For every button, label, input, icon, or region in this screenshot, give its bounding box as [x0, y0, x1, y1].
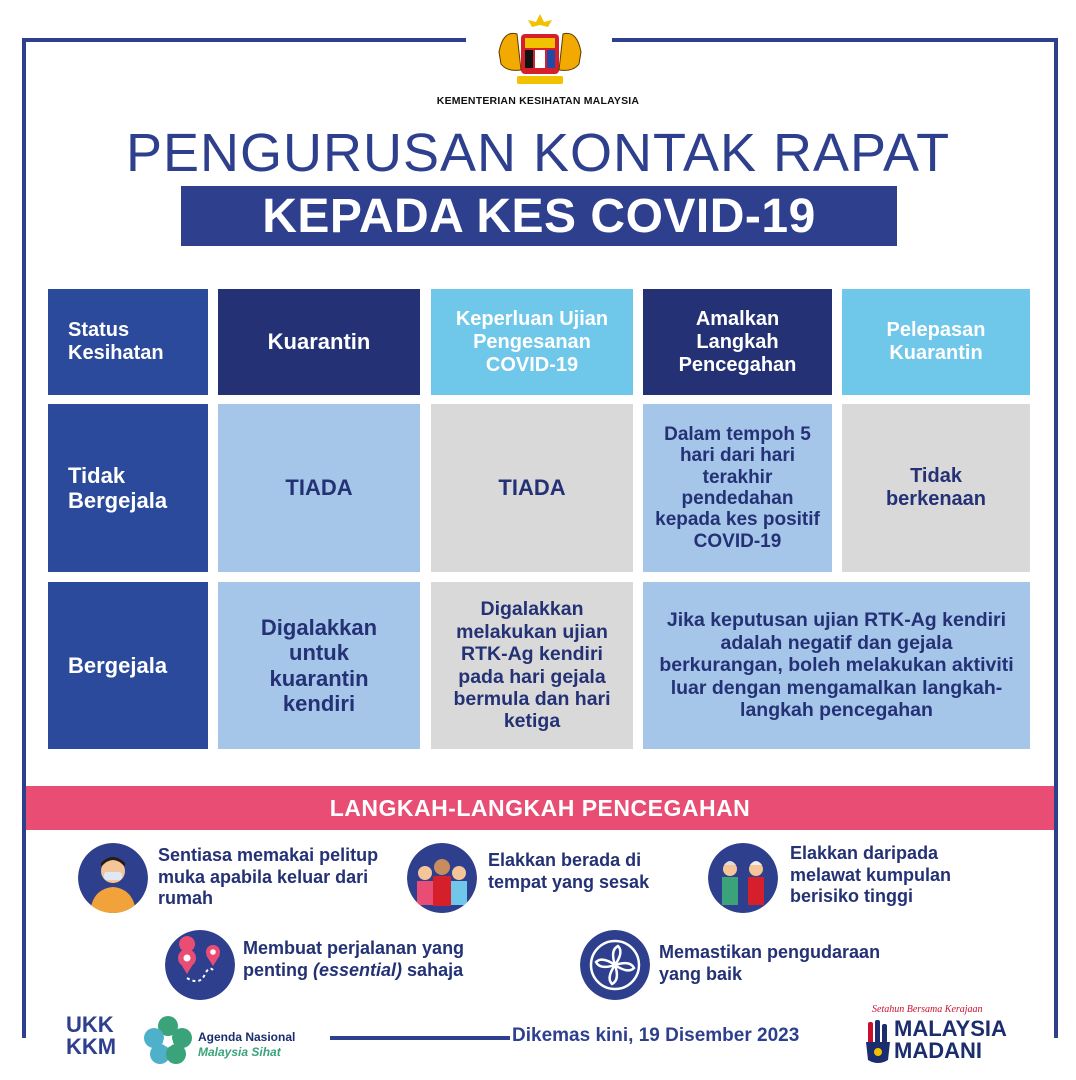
tip-travel-text	[243, 938, 533, 981]
ventilation-fan-icon	[580, 930, 650, 1000]
cell-pencegahan-tempoh: Dalam tempoh 5 hari dari hari terakhir pendedahan kepada kes positif COVID-19	[643, 404, 832, 572]
page-subtitle: KEPADA KES COVID-19	[181, 186, 897, 246]
prevention-heading: LANGKAH-LANGKAH PENCEGAHAN	[26, 786, 1054, 830]
agenda-nasional-logo	[140, 1010, 320, 1066]
updated-date: Dikemas kini, 19 Disember 2023	[512, 1025, 800, 1046]
row-status-tidak-bergejala: Tidak Bergejala	[48, 404, 208, 572]
frame-right	[1054, 38, 1058, 1038]
frame-bottom	[330, 1036, 510, 1040]
cell-pencegahan-pelepasan-rtk: Jika keputusan ujian RTK-Ag kendiri adalah negatif dan gejala berkurangan, boleh melakukan aktiviti luar dengan mengamalkan langkah-langkah pencegahan	[643, 582, 1030, 749]
header-pencegahan: Amalkan Langkah Pencegahan	[643, 289, 832, 395]
ministry-name: KEMENTERIAN KESIHATAN MALAYSIA	[436, 95, 640, 107]
madani-line2: MADANI	[894, 1038, 982, 1063]
coat-of-arms-icon	[493, 12, 587, 92]
tip-crowd-text: Elakkan berada di tempat yang sesak	[488, 850, 650, 892]
tip-ventilation-text: Memastikan pengudaraan yang baik	[659, 942, 881, 984]
header-kuarantin: Kuarantin	[218, 289, 420, 395]
header-status-kesihatan: Status Kesihatan	[48, 289, 208, 395]
ukk-line2: KKM	[66, 1034, 117, 1059]
travel-route-icon	[165, 930, 235, 1000]
mask-person-icon	[78, 843, 148, 913]
hibiscus-icon	[140, 1012, 196, 1066]
row-status-bergejala: Bergejala	[48, 582, 208, 749]
hand-icon	[864, 1020, 892, 1064]
frame-top-left	[22, 38, 466, 42]
agenda-line1: Agenda Nasional	[198, 1030, 296, 1044]
ukk-line1: UKK	[66, 1012, 114, 1037]
tip-travel-text-post: sahaja	[402, 959, 464, 980]
madani-line1: MALAYSIA	[894, 1016, 1007, 1041]
ukk-kkm-logo	[66, 1014, 128, 1058]
cell-kuarantin-kendiri: Digalakkan untuk kuarantin kendiri	[218, 582, 420, 749]
cell-ujian-tiada: TIADA	[431, 404, 633, 572]
tip-travel-text-pre: Membuat perjalanan yang penting	[243, 938, 465, 980]
agenda-line2: Malaysia Sihat	[198, 1045, 281, 1059]
frame-left	[22, 38, 26, 1038]
frame-top-right	[612, 38, 1058, 42]
tip-elderly-text: Elakkan daripada melawat kumpulan berisiko tinggi	[790, 843, 952, 907]
cell-ujian-rtk: Digalakkan melakukan ujian RTK-Ag kendiri pada hari gejala bermula dan hari ketiga	[431, 582, 633, 749]
header-pelepasan: Pelepasan Kuarantin	[842, 289, 1030, 395]
tip-mask-text: Sentiasa memakai pelitup muka apabila keluar dari rumah	[158, 845, 379, 909]
tip-travel-text-italic: (essential)	[313, 959, 403, 980]
madani-tagline: Setahun Bersama Kerajaan	[872, 1004, 983, 1015]
page-title: PENGURUSAN KONTAK RAPAT	[125, 123, 951, 183]
malaysia-madani-logo	[860, 1004, 1010, 1066]
crowd-icon	[407, 843, 477, 913]
elderly-group-icon	[708, 843, 778, 913]
header-ujian: Keperluan Ujian Pengesanan COVID-19	[431, 289, 633, 395]
cell-pelepasan-tidak-berkenaan: Tidak berkenaan	[842, 404, 1030, 572]
cell-kuarantin-tiada: TIADA	[218, 404, 420, 572]
